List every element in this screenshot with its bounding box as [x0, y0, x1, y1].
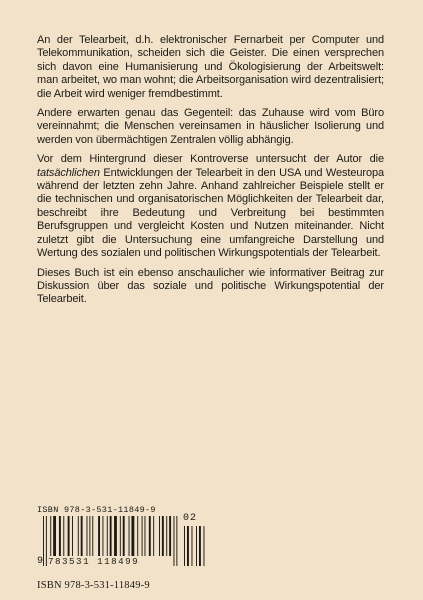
barcode-bar	[131, 516, 134, 556]
isbn-top-label: ISBN 978-3-531-11849-9	[37, 505, 156, 515]
back-cover-text	[37, 34, 384, 313]
barcode-bar	[162, 516, 164, 556]
barcode-addon-bar	[184, 526, 185, 566]
barcode-addon-bar	[204, 526, 205, 566]
barcode-bar	[81, 516, 83, 556]
barcode-bar	[53, 516, 56, 556]
barcode-addon-bar	[196, 526, 197, 566]
barcode-addon-bars	[183, 526, 205, 582]
barcode-bar	[59, 516, 61, 556]
barcode-bar	[137, 516, 138, 556]
barcode-bar	[169, 516, 171, 556]
barcode-bar	[72, 516, 73, 556]
barcode-bar	[174, 516, 175, 566]
paragraph-3-italic: tatsächlichen	[37, 166, 100, 179]
barcode-bar	[123, 516, 125, 556]
barcode-bar	[114, 516, 117, 556]
barcode-addon-number: 02	[183, 513, 198, 524]
barcode-bar	[87, 516, 88, 556]
barcode-bar	[176, 516, 177, 566]
barcode-bar	[43, 516, 44, 566]
paragraph-1: An der Telearbeit, d.h. elektronischer Fernarbeit per Computer und Telekommunikation, scheiden sich die Geister. Die einen versprechen sich davon eine Humanisierung und Ökologisierung der Arbeitswelt: man arbeitet, wo man wohnt; die Arbeitsorganisation wird dezentralisiert; die Arbeit wird weniger fremdbestimmt.	[37, 34, 384, 100]
barcode-bar	[78, 516, 79, 556]
barcode-bar	[149, 516, 151, 556]
barcode	[37, 513, 207, 580]
barcode-bar	[145, 516, 146, 556]
isbn-bottom-label: ISBN 978-3-531-11849-9	[37, 580, 150, 591]
barcode-bar	[159, 516, 160, 556]
barcode-bar	[166, 516, 167, 556]
barcode-bar	[92, 516, 93, 556]
barcode-bar	[129, 516, 130, 556]
barcode-bar	[89, 516, 90, 556]
barcode-bar	[120, 516, 121, 556]
barcode-bar	[63, 516, 64, 556]
paragraph-3	[37, 153, 384, 260]
paragraph-3-end: Entwicklungen der Telearbeit in den USA und Westeuropa während der letzten zehn Jahre. Anhand zahlreicher Beispiele stellt er die technischen und organisatorischen Möglichkeiten der Telearbeit dar, beschreibt ihre Bedeutung und Verbreitung bei bestimmten Berufsgruppen und vergleicht Kosten und Nutzen miteinander. Nicht zuletzt gibt die Untersuchung eine umfangreiche Darstellung und Wertung des sozialen und politischen Wirkungspotentials der Telearbeit.	[37, 166, 384, 260]
barcode-digits: 783531 118499	[48, 556, 140, 567]
paragraph-4: Dieses Buch ist ein ebenso anschaulicher wie informativer Beitrag zur Diskussion über das soziale und politische Wirkungspotential der Telearbeit.	[37, 266, 384, 306]
paragraph-2: Andere erwarten genau das Gegenteil: das Zuhause wird vom Büro vereinnahmt; die Menschen vereinsamen in häuslicher Isolierung und werden von übermächtigen Zentralen völlig abhängig.	[37, 107, 384, 146]
barcode-addon-bar	[192, 526, 193, 566]
paragraph-3-start: Vor dem Hintergrund dieser Kontroverse untersucht der Autor die	[37, 153, 384, 166]
barcode-bar	[98, 516, 100, 556]
barcode-lead-digit: 9	[37, 556, 44, 567]
barcode-bar	[107, 516, 108, 556]
barcode-addon-bar	[187, 526, 189, 566]
barcode-bar	[50, 516, 51, 556]
barcode-bar	[68, 516, 70, 556]
barcode-bar	[102, 516, 103, 556]
barcode-bar	[142, 516, 143, 556]
barcode-addon-bar	[199, 526, 201, 566]
barcode-bar	[153, 516, 154, 556]
